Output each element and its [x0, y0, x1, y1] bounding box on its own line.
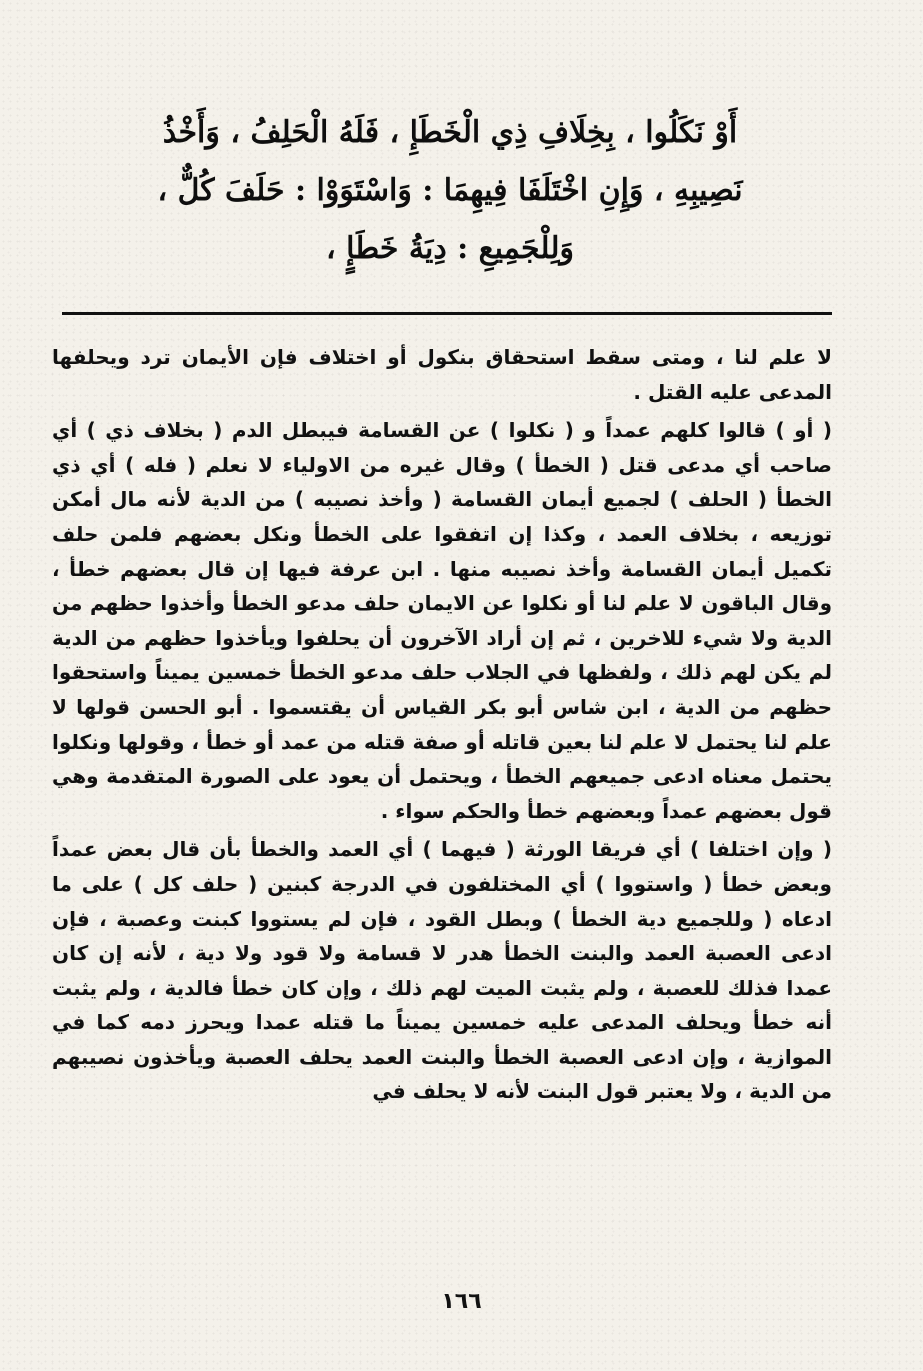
commentary-text	[52, 340, 832, 1109]
commentary-paragraph-3: ( وإن اختلفا ) أي فريقا الورثة ( فيهما ) أي العمد والخطأ بأن قال بعض عمداً وبعض خطأ ( واستووا ) أي المختلفون في الدرجة كبنين ( حلف كل ) على ما ادعاه ( وللجميع دية الخطأ ) وبطل القود ، فإن لم يستووا كبنت وعصبة ، فإن ادعى العصبة العمد والبنت الخطأ هدر لا قسامة ولا قود ولا دية ، لأنه إن كان عمدا فذلك للعصبة ، ولم يثبت الميت لهم ذلك ، وإن كان خطأ فالدية ، ولم يثبت أنه خطأ ويحلف المدعى عليه خمسين يميناً ما قتله عمدا ويحرز دمه كما في الموازية ، وإن ادعى العصبة الخطأ والبنت العمد يحلف العصبة ويأخذون نصيبهم من الدية ، ولا يعتبر قول البنت لأنه لا يحلف في	[52, 837, 832, 1104]
commentary-paragraph-2: ( أو ) قالوا كلهم عمداً و ( نكلوا ) عن القسامة فيبطل الدم ( بخلاف ذي ) أي صاحب أي مدعى قتل ( الخطأ ) وقال غيره من الاولياء لا نعلم ( فله ) أي ذي الخطأ ( الحلف ) لجميع أيمان القسامة ( وأخذ نصيبه ) من الدية لأنه مال أمكن توزيعه ، بخلاف العمد ، وكذا إن اتفقوا على الخطأ ونكل بعضهم فلمن حلف تكميل أيمان القسامة وأخذ نصيبه منها . ابن عرفة فيها إن قال بعضهم خطأ ، وقال الباقون لا علم لنا أو نكلوا عن الايمان حلف مدعو الخطأ وأخذوا حظهم من الدية ولا شيء للاخرين ، ثم إن أراد الآخرون أن يحلفوا ويأخذوا حظهم من الدية لم يكن لهم ذلك ، ولفظها في الجلاب حلف مدعو الخطأ خمسين يميناً واستحقوا حظهم من الدية ، ابن شاس أبو بكر القياس أن يقتسموا . أبو الحسن قولها لا علم لنا يحتمل لا علم لنا بعين قاتله أو صفة قتله من عمد أو خطأ ، وقولها ونكلوا يحتمل معناه ادعى جميعهم الخطأ ، ويحتمل أن يعود على الصورة المتقدمة وهي قول بعضهم عمداً وبعضهم خطأ والحكم سواء .	[52, 418, 832, 823]
main-text-verse	[70, 104, 830, 278]
main-text-line-2: نَصِيبِهِ ، وَإِنِ اخْتَلَفَا فِيهِمَا : وَاسْتَوَوْا : حَلَفَ كُلٌّ ،	[157, 173, 743, 208]
main-text-line-3: وَلِلْجَمِيعِ : دِيَةُ خَطَإٍ ،	[326, 231, 574, 266]
commentary-paragraph-1: لا علم لنا ، ومتى سقط استحقاق بنكول أو اختلاف فإن الأيمان ترد ويحلفها المدعى عليه القتل .	[52, 345, 832, 404]
separator-rule	[62, 312, 832, 315]
main-text-line-1: أَوْ نَكَلُوا ، بِخِلَافِ ذِي الْخَطَإِ ، فَلَهُ الْحَلِفُ ، وَأَخْذُ	[162, 115, 738, 150]
page-number: ١٦٦	[441, 1289, 482, 1314]
